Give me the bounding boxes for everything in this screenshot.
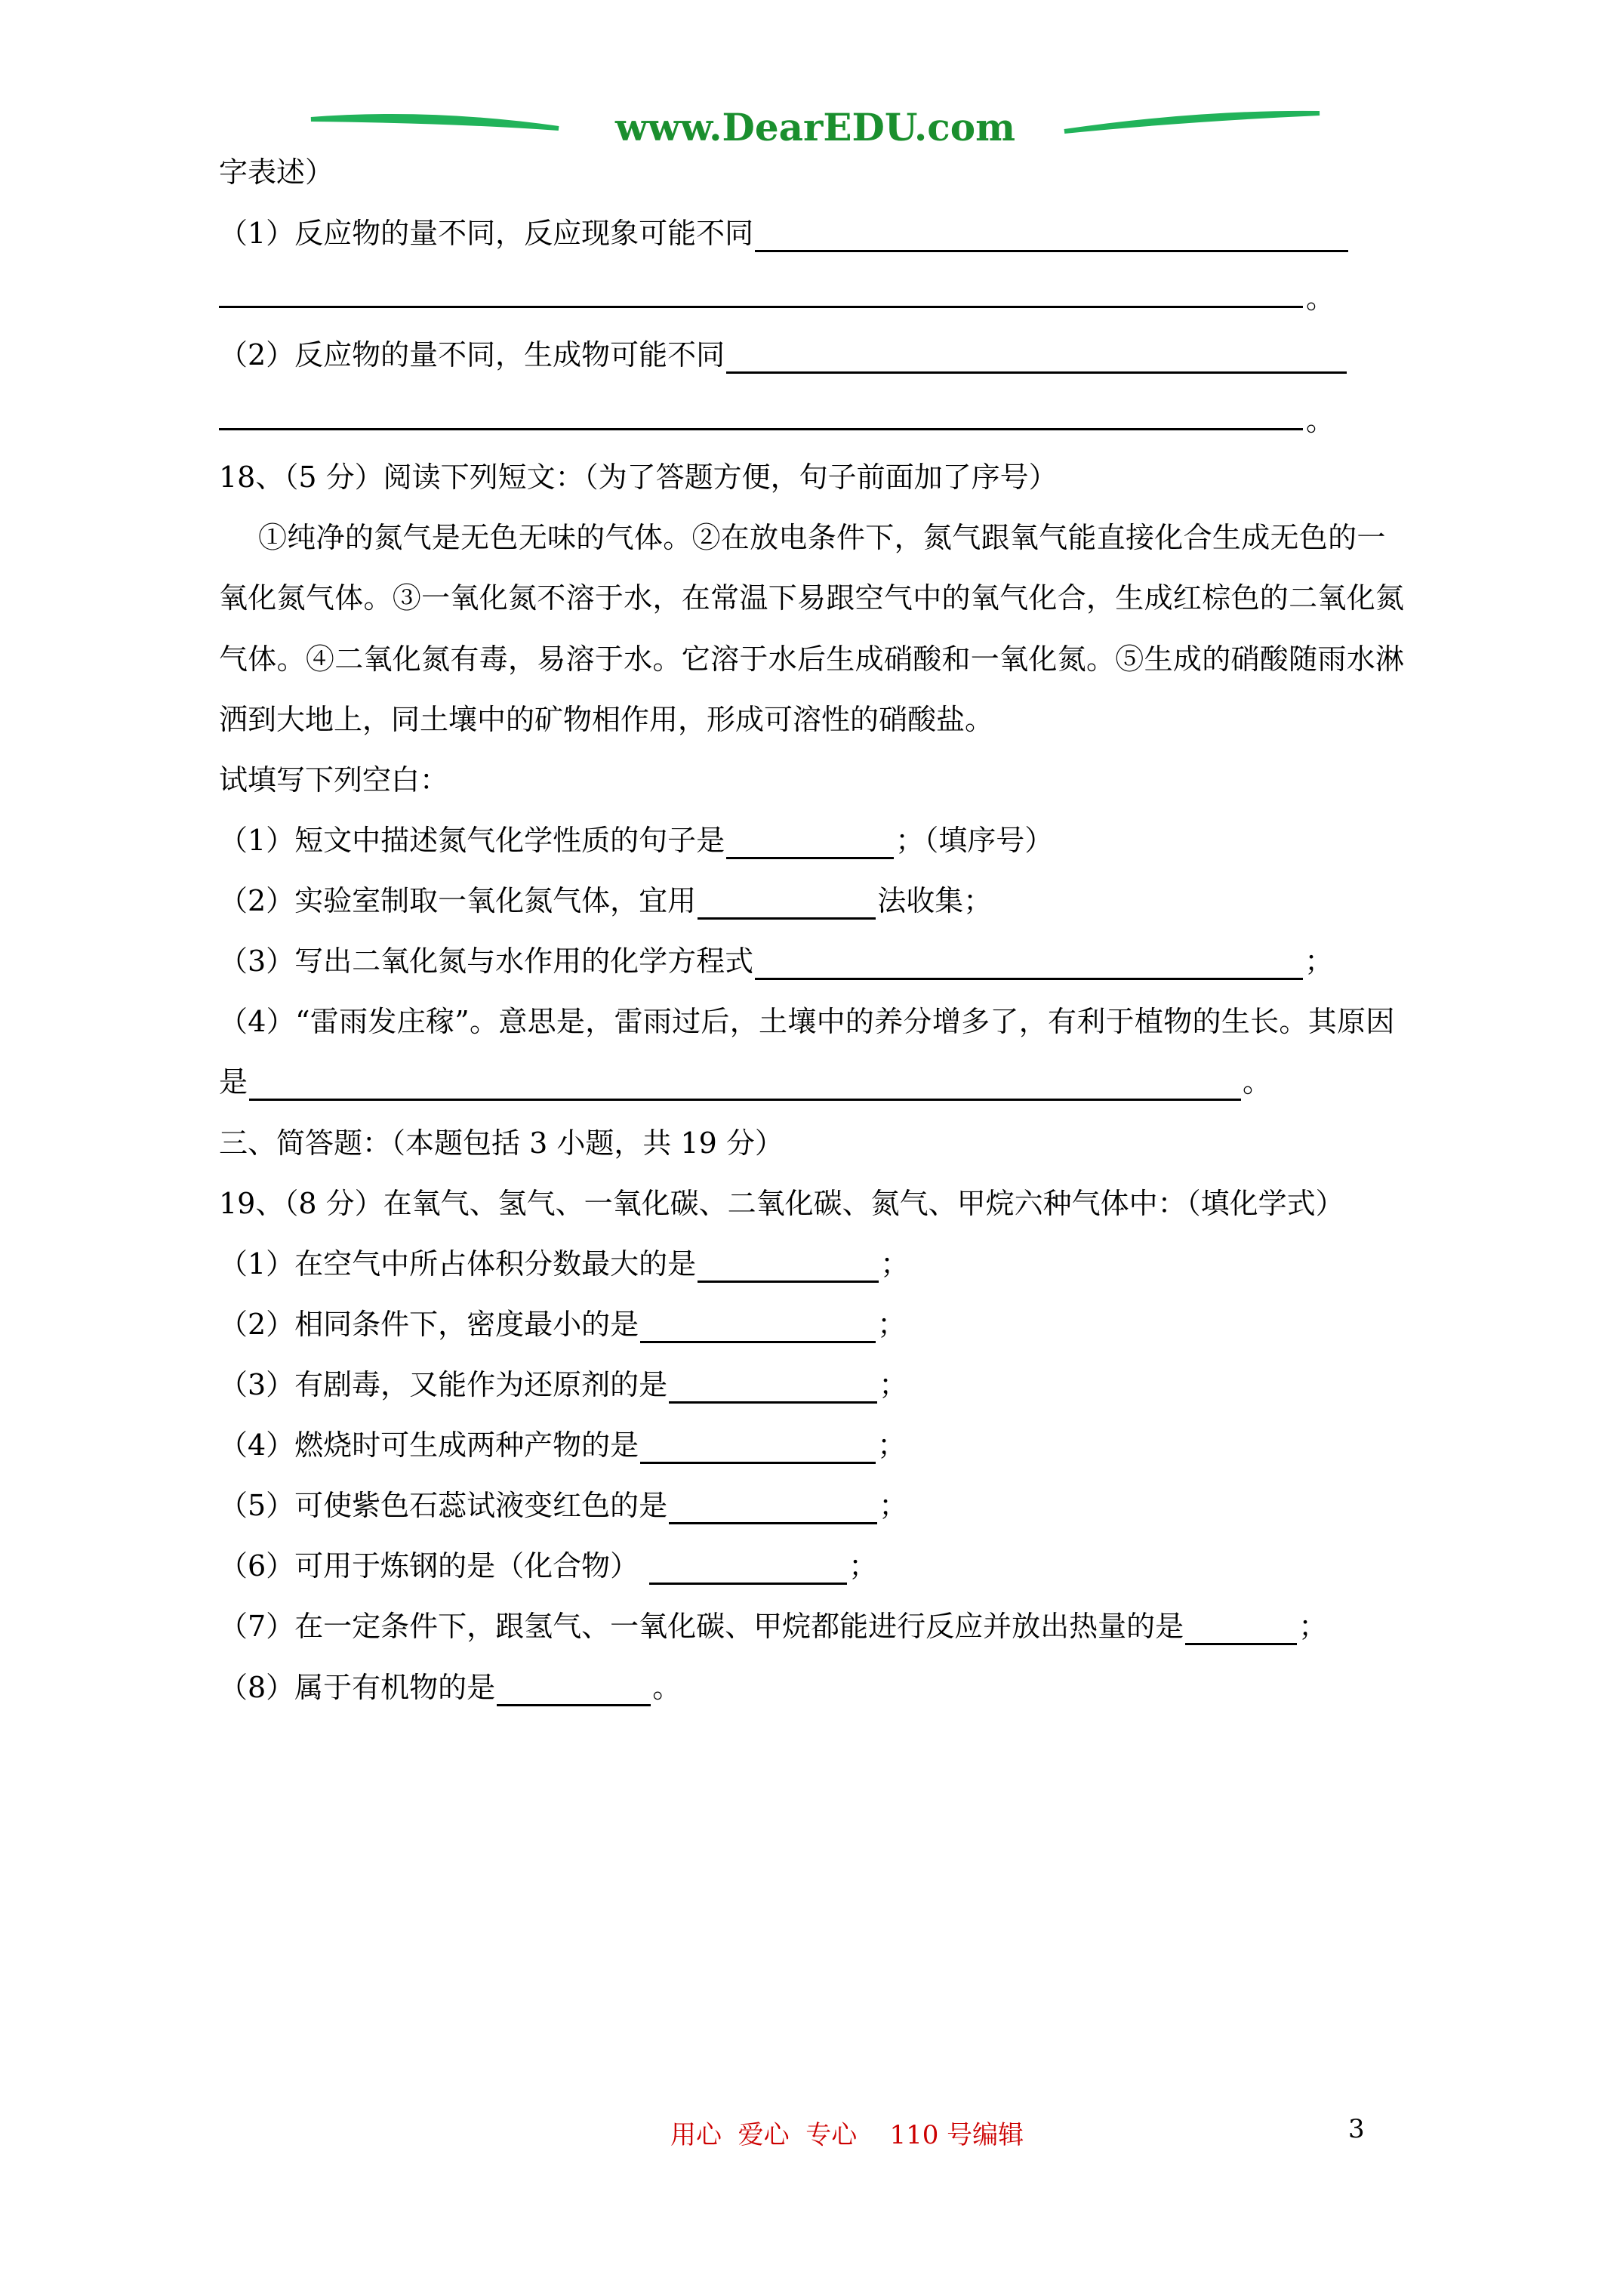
- site-logo: [310, 97, 1321, 157]
- question-18-3: [219, 942, 1333, 980]
- question-text: （4）燃烧时可生成两种产物的是: [219, 1428, 639, 1462]
- question-19-4: [219, 1426, 906, 1464]
- question-18-4-continued: [219, 1063, 1271, 1101]
- instruction-line: 试填写下列空白：: [219, 763, 449, 797]
- left-swoosh: [311, 116, 559, 128]
- question-text: （1）在空气中所占体积分数最大的是: [219, 1247, 697, 1281]
- question-19-1: [219, 1245, 909, 1283]
- question-suffix: ；: [1304, 945, 1334, 978]
- question-18-2: [219, 882, 992, 920]
- question-text: 是: [219, 1065, 248, 1099]
- question-17-1: [219, 214, 1350, 252]
- question-18-1: [219, 821, 1053, 859]
- question-text: （1）短文中描述氮气化学性质的句子是: [219, 824, 725, 857]
- answer-blank[interactable]: [669, 1370, 877, 1404]
- question-19-8: [219, 1669, 681, 1706]
- question-19-heading: 19、（8 分）在氧气、氢气、一氧化碳、二氧化碳、氮气、甲烷六种气体中：（填化学式）: [219, 1187, 1344, 1220]
- question-suffix: 。: [1243, 1065, 1272, 1099]
- logo-text: www.DearEDU.com: [614, 105, 1016, 149]
- question-suffix: ；: [848, 1549, 878, 1583]
- question-suffix: ；: [879, 1489, 908, 1522]
- passage-line: 气体。④二氧化氮有毒，易溶于水。它溶于水后生成硝酸和一氧化氮。⑤生成的硝酸随雨水淋: [219, 643, 1405, 676]
- period-mark: 。: [1306, 282, 1335, 315]
- answer-blank[interactable]: [726, 340, 1347, 374]
- right-swoosh: [1064, 113, 1320, 131]
- question-19-5: [219, 1487, 907, 1524]
- answer-line[interactable]: [219, 306, 1303, 308]
- question-19-3: [219, 1366, 907, 1404]
- question-suffix: ；: [1298, 1610, 1328, 1643]
- answer-blank[interactable]: [497, 1672, 651, 1706]
- question-19-2: [219, 1305, 906, 1343]
- question-19-7: [219, 1607, 1327, 1645]
- footer-editor-note: 用心 爱心 专心 110 号编辑: [670, 2120, 1024, 2150]
- question-text: （2）实验室制取一氧化氮气体，宜用: [219, 884, 697, 917]
- answer-blank[interactable]: [640, 1309, 876, 1343]
- question-text: （3）写出二氧化氮与水作用的化学方程式: [219, 945, 754, 978]
- answer-blank[interactable]: [755, 218, 1348, 252]
- question-text: （8）属于有机物的是: [219, 1671, 496, 1704]
- question-suffix: ；: [880, 1247, 910, 1281]
- answer-line[interactable]: [219, 428, 1303, 430]
- answer-blank[interactable]: [640, 1430, 876, 1464]
- period-mark: 。: [1306, 404, 1335, 437]
- passage-line: 氧化氮气体。③一氧化氮不溶于水，在常温下易跟空气中的氧气化合，生成红棕色的二氧化氮: [219, 581, 1405, 615]
- question-suffix: ；: [877, 1428, 907, 1462]
- passage-line: ①纯净的氮气是无色无味的气体。②在放电条件下，氮气跟氧气能直接化合生成无色的一: [258, 521, 1386, 554]
- question-suffix: 法收集；: [877, 884, 993, 917]
- answer-blank[interactable]: [249, 1067, 1241, 1101]
- answer-blank[interactable]: [698, 1249, 879, 1283]
- question-19-6: [219, 1547, 877, 1585]
- question-suffix: 。: [652, 1671, 682, 1704]
- answer-blank[interactable]: [755, 946, 1303, 980]
- question-text: （1）反应物的量不同，反应现象可能不同: [219, 217, 754, 250]
- question-text: （5）可使紫色石蕊试液变红色的是: [219, 1489, 668, 1522]
- page-number: 3: [1348, 2114, 1365, 2144]
- question-suffix: ；: [877, 1308, 907, 1341]
- question-18-4: （4）“雷雨发庄稼”。意思是，雷雨过后，土壤中的养分增多了，有利于植物的生长。其原因: [219, 1005, 1395, 1038]
- answer-blank[interactable]: [1185, 1611, 1297, 1645]
- question-text: （6）可用于炼钢的是（化合物）: [219, 1549, 639, 1583]
- question-text: （7）在一定条件下，跟氢气、一氧化碳、甲烷都能进行反应并放出热量的是: [219, 1610, 1184, 1643]
- section-heading: 三、简答题：（本题包括 3 小题，共 19 分）: [219, 1126, 784, 1160]
- question-suffix: ；: [879, 1368, 908, 1401]
- answer-blank[interactable]: [669, 1490, 877, 1524]
- answer-blank[interactable]: [698, 886, 876, 920]
- question-18-heading: 18、（5 分）阅读下列短文：（为了答题方便，句子前面加了序号）: [219, 461, 1058, 494]
- question-text: （2）相同条件下，密度最小的是: [219, 1308, 639, 1341]
- passage-line: 洒到大地上，同土壤中的矿物相作用，形成可溶性的硝酸盐。: [219, 703, 994, 736]
- question-text: （3）有剧毒，又能作为还原剂的是: [219, 1368, 668, 1401]
- answer-blank[interactable]: [649, 1551, 847, 1585]
- answer-blank[interactable]: [726, 825, 894, 859]
- text-line: 字表述）: [219, 156, 334, 189]
- question-text: （2）反应物的量不同，生成物可能不同: [219, 338, 725, 371]
- question-17-2: [219, 336, 1348, 374]
- question-suffix: ；（填序号）: [895, 824, 1054, 857]
